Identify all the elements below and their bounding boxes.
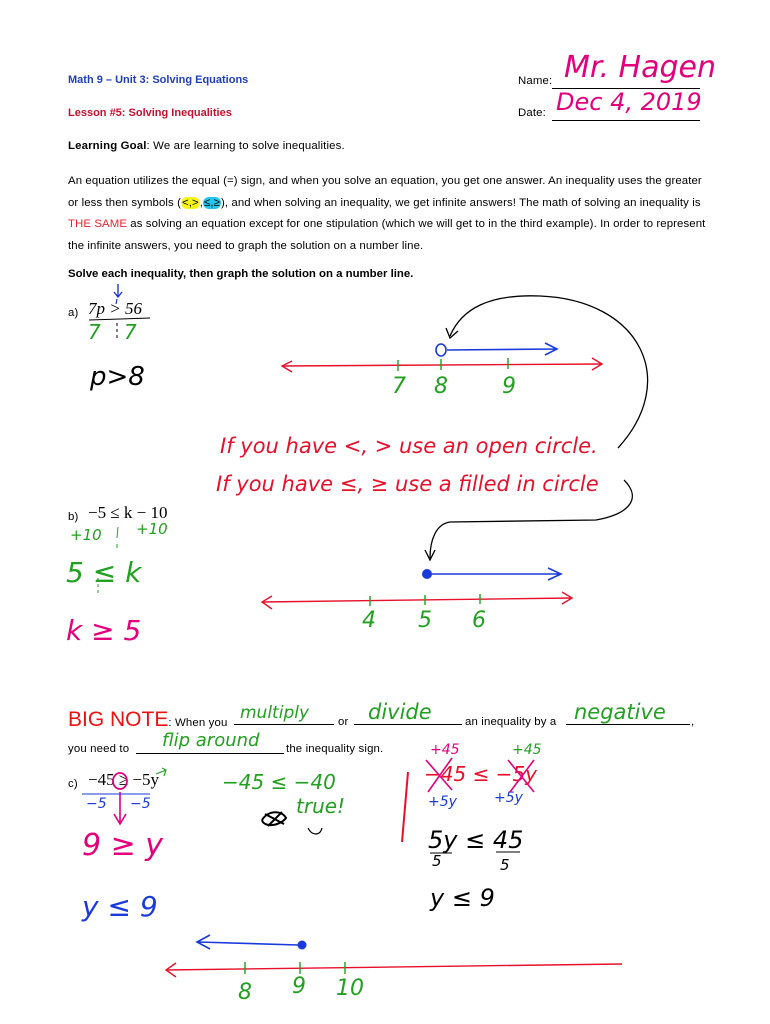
learning-goal-label: Learning Goal xyxy=(68,140,147,152)
symbols-strict: <,> xyxy=(181,196,199,209)
alt-5y-right: +5y xyxy=(494,790,523,806)
problem-b-label: b) xyxy=(68,511,79,523)
symbols-inclusive: ≤,≥ xyxy=(204,196,220,209)
course-title: Math 9 – Unit 3: Solving Equations xyxy=(68,74,249,86)
problem-c-divide-right: −5 xyxy=(130,796,151,812)
fraction-bar xyxy=(430,852,520,853)
blank-2-value: divide xyxy=(368,700,432,724)
cross-out-icon xyxy=(426,758,452,792)
filled-circle-icon xyxy=(298,941,307,950)
blank-1-value: multiply xyxy=(240,703,310,723)
filled-circle-icon xyxy=(422,569,432,579)
intro-text-1: An equation utilizes the equal (=) sign, and when you solve an equation, you get one answer. An inequality uses the greater or less then symbols ( xyxy=(68,175,702,209)
alt-add-right: +45 xyxy=(512,742,542,758)
problem-c-tick-label: 8 xyxy=(238,980,252,1005)
problem-b-expression: −5 ≤ k − 10 xyxy=(88,503,168,522)
problem-c-divide-left: −5 xyxy=(86,796,107,812)
problem-c-answer-1: 9 ≥ y xyxy=(82,828,164,863)
problem-c-label: c) xyxy=(68,778,78,790)
intro-comma: , xyxy=(199,196,204,209)
problem-a-divide-left: 7 xyxy=(88,320,101,344)
problem-b-tick-label: 4 xyxy=(362,608,376,633)
scribble-icon xyxy=(262,812,286,826)
problem-c-tick-label: 10 xyxy=(336,976,364,1001)
inequality-mark xyxy=(116,299,117,304)
note-filled-circle: If you have ≤, ≥ use a filled in circle xyxy=(216,472,599,496)
lesson-title: Lesson #5: Solving Inequalities xyxy=(68,107,232,119)
instruction: Solve each inequality, then graph the solution on a number line. xyxy=(68,268,414,280)
blank-3-value: negative xyxy=(574,700,666,724)
check-inequality: −45 ≤ −40 xyxy=(222,770,336,794)
arrow-down-icon xyxy=(114,792,126,824)
divider-line xyxy=(117,527,118,548)
date-value: Dec 4, 2019 xyxy=(556,88,702,116)
the-same-highlight: THE SAME xyxy=(68,218,128,230)
problem-c-expression: −45 ≥ −5y xyxy=(88,770,160,789)
alt-step: 5y ≤ 45 xyxy=(428,826,524,854)
pointer-curve xyxy=(430,480,632,558)
smile-icon xyxy=(308,828,322,834)
problem-a-divide-right: 7 xyxy=(124,320,137,344)
fraction-bar xyxy=(89,318,150,320)
problem-b-answer: k ≥ 5 xyxy=(66,614,142,647)
true-label: true! xyxy=(296,794,346,818)
problem-c-answer-2: y ≤ 9 xyxy=(82,890,158,923)
problem-c-tick-label: 9 xyxy=(292,974,306,999)
alt-add-left: +45 xyxy=(430,742,460,758)
problem-a-tick-label: 9 xyxy=(502,374,516,399)
problem-a-expression: 7p > 56 xyxy=(88,299,142,318)
big-note-text-3: an inequality by a xyxy=(465,716,557,728)
big-note-text-6: the inequality sign. xyxy=(286,743,384,755)
alt-answer: y ≤ 9 xyxy=(430,884,495,912)
blank-4-value: flip around xyxy=(162,730,260,751)
solution-arrow-icon xyxy=(197,935,298,949)
big-note-text-5: you need to xyxy=(68,743,130,755)
number-line-c xyxy=(166,964,622,970)
big-note-text-1: : When you xyxy=(168,717,228,729)
alt-5y-left: +5y xyxy=(428,794,457,810)
alt-divide-right: 5 xyxy=(500,856,510,874)
date-label: Date: xyxy=(518,107,546,119)
problem-b-tick-label: 5 xyxy=(418,608,432,633)
vertical-divider xyxy=(402,772,408,842)
problem-a-answer: p>8 xyxy=(90,362,145,392)
pointer-curve xyxy=(450,296,648,448)
number-line-a xyxy=(282,364,602,366)
name-label: Name: xyxy=(518,75,553,87)
alt-divide-left: 5 xyxy=(432,852,442,870)
problem-b-add-left: +10 xyxy=(70,526,102,544)
problem-b-step: 5 ≤ k xyxy=(66,556,142,589)
big-note-title: BIG NOTE xyxy=(68,708,169,731)
problem-a-tick-label: 8 xyxy=(434,374,448,399)
intro-text-3: as solving an equation except for one stipulation (which we will get to in the third example). In order to represent the infinite answers, you need to graph the solution on a number line. xyxy=(68,218,706,252)
big-note-text-2: or xyxy=(338,716,349,728)
alt-line: −45 ≤ −5y xyxy=(424,762,537,786)
problem-a-label: a) xyxy=(68,307,79,319)
check-mark-icon xyxy=(156,768,166,776)
learning-goal-text: : We are learning to solve inequalities. xyxy=(146,140,345,152)
solution-arrow-icon xyxy=(432,568,561,580)
name-value: Mr. Hagen xyxy=(564,50,716,85)
intro-text-2: ), and when solving an inequality, we get infinite answers! The math of solving an inequality is xyxy=(221,196,701,209)
problem-a-tick-label: 7 xyxy=(392,374,406,399)
note-open-circle: If you have <, > use an open circle. xyxy=(220,434,598,458)
problem-b-add-right: +10 xyxy=(136,520,168,538)
number-line-b xyxy=(262,598,572,602)
big-note-text-4: , xyxy=(691,716,695,728)
problem-b-tick-label: 6 xyxy=(472,608,486,633)
circled-sign xyxy=(113,773,127,789)
solution-arrow-icon xyxy=(447,343,557,355)
open-circle-icon xyxy=(436,344,446,356)
cross-out-icon xyxy=(508,760,534,792)
arrow-down-icon xyxy=(114,284,122,297)
